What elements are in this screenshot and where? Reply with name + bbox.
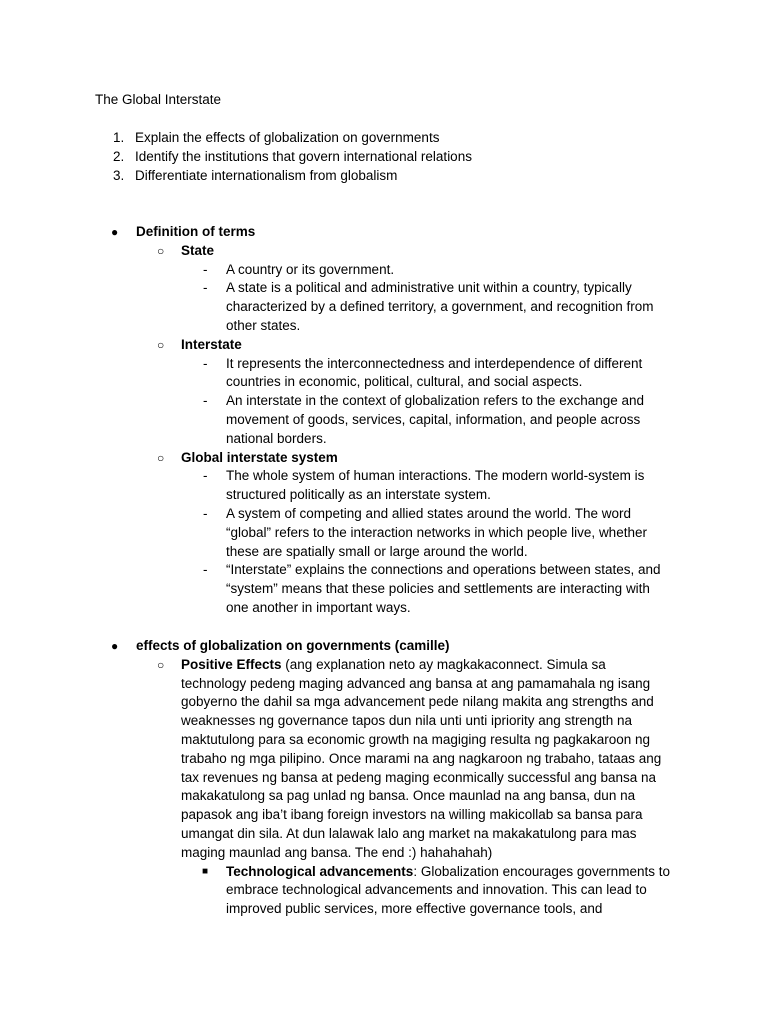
objective-number: 1. bbox=[113, 130, 125, 145]
definition-item bbox=[0, 392, 674, 448]
tech-advancements-item bbox=[0, 863, 674, 919]
bullet-icon: ● bbox=[111, 225, 119, 239]
objective-number: 2. bbox=[113, 148, 125, 164]
definition-item bbox=[0, 561, 674, 617]
objective-text: Identify the institutions that govern international relations bbox=[135, 148, 472, 164]
term-label: State bbox=[181, 242, 215, 258]
positive-effects-label: Positive Effects bbox=[181, 656, 282, 672]
definition-item bbox=[0, 261, 674, 280]
dash-icon: - bbox=[203, 280, 208, 296]
circle-bullet-icon: ○ bbox=[157, 337, 165, 352]
term-label: Global interstate system bbox=[181, 449, 338, 465]
objective-text: Explain the effects of globalization on governments bbox=[135, 130, 440, 145]
definition-text: A system of competing and allied states around the world. The word “global” refers to the interaction networks in which people live, whether these are spatially small or large around the world. bbox=[226, 505, 647, 559]
effects-section bbox=[0, 637, 768, 919]
dash-icon: - bbox=[203, 505, 208, 521]
definition-item bbox=[0, 355, 674, 393]
dash-icon: - bbox=[203, 562, 208, 578]
dash-icon: - bbox=[203, 468, 208, 484]
definition-text: A country or its government. bbox=[226, 261, 395, 277]
dash-icon: - bbox=[203, 393, 208, 409]
document-title: The Global Interstate bbox=[95, 92, 222, 107]
term-state bbox=[0, 242, 768, 261]
definition-item bbox=[0, 279, 674, 335]
definition-item bbox=[0, 467, 674, 505]
tech-advancements-label: Technological advancements bbox=[226, 863, 414, 879]
tech-advancements-text: : Globalization encourages governments to embrace technological advancements and innovation. This can lead to improved public services, more effective governance tools, and bbox=[226, 863, 670, 917]
term-interstate bbox=[0, 336, 768, 355]
square-bullet-icon: ■ bbox=[202, 865, 209, 877]
positive-effects-text: (ang explanation neto ay magkakaconnect. Simula sa technology pedeng maging advanced ang bansa at ang pamamahala ng isang gobyerno the dahil sa mga advancement pede nilang makita ang strengths and weaknesses ng governance tapos dun nila unti unti ipriority ang strength na maktutulong para sa economic growth na magiging resulta ng pagkakaroon ng trabaho ng mga pilipino. Once marami na ang nagkaroon ng trabaho, tataas ang tax revenues ng bansa at pedeng maging econmically successful ang bansa na makakatulong sa pag unlad ng bansa. Once maunlad na ang bansa, dun na papasok ang iba’t ibang foreign investors na willing makicollab sa bansa para umangat din sila. At dun lalawak lalo ang market na makakatulong para mas maging maunlad ang bansa. The end :) hahahahah) bbox=[181, 656, 662, 860]
definition-text: An interstate in the context of globalization refers to the exchange and movement of goods, services, capital, information, and people across national borders. bbox=[226, 393, 645, 446]
term-label: Interstate bbox=[181, 336, 242, 352]
dash-icon: - bbox=[203, 355, 208, 371]
bullet-icon: ● bbox=[111, 639, 119, 653]
effects-heading-item bbox=[0, 637, 768, 656]
effects-heading: effects of globalization on governments (camille) bbox=[136, 638, 450, 653]
term-global-interstate-system bbox=[0, 449, 768, 468]
definitions-section bbox=[0, 223, 768, 618]
definition-text: A state is a political and administrative unit within a country, typically characterized by a defined territory, a government, and recognition from other states. bbox=[226, 280, 654, 333]
positive-effects-item bbox=[0, 656, 768, 863]
definitions-heading: Definition of terms bbox=[136, 224, 256, 239]
definition-text: It represents the interconnectedness and interdependence of different countries in economic, political, cultural, and social aspects. bbox=[226, 355, 643, 390]
definitions-heading-item bbox=[0, 223, 768, 242]
definition-text: The whole system of human interactions. The modern world-system is structured politically as an interstate system. bbox=[226, 468, 645, 503]
circle-bullet-icon: ○ bbox=[157, 450, 165, 465]
dash-icon: - bbox=[203, 261, 208, 277]
circle-bullet-icon: ○ bbox=[157, 657, 165, 672]
objective-number: 3. bbox=[113, 167, 125, 183]
objective-text: Differentiate internationalism from globalism bbox=[135, 167, 398, 183]
definition-item bbox=[0, 505, 674, 561]
circle-bullet-icon: ○ bbox=[157, 243, 165, 258]
definition-text: “Interstate” explains the connections and operations between states, and “system” means that these policies and settlements are interacting with one another in important ways. bbox=[226, 562, 661, 615]
positive-effects-paragraph bbox=[181, 656, 673, 863]
